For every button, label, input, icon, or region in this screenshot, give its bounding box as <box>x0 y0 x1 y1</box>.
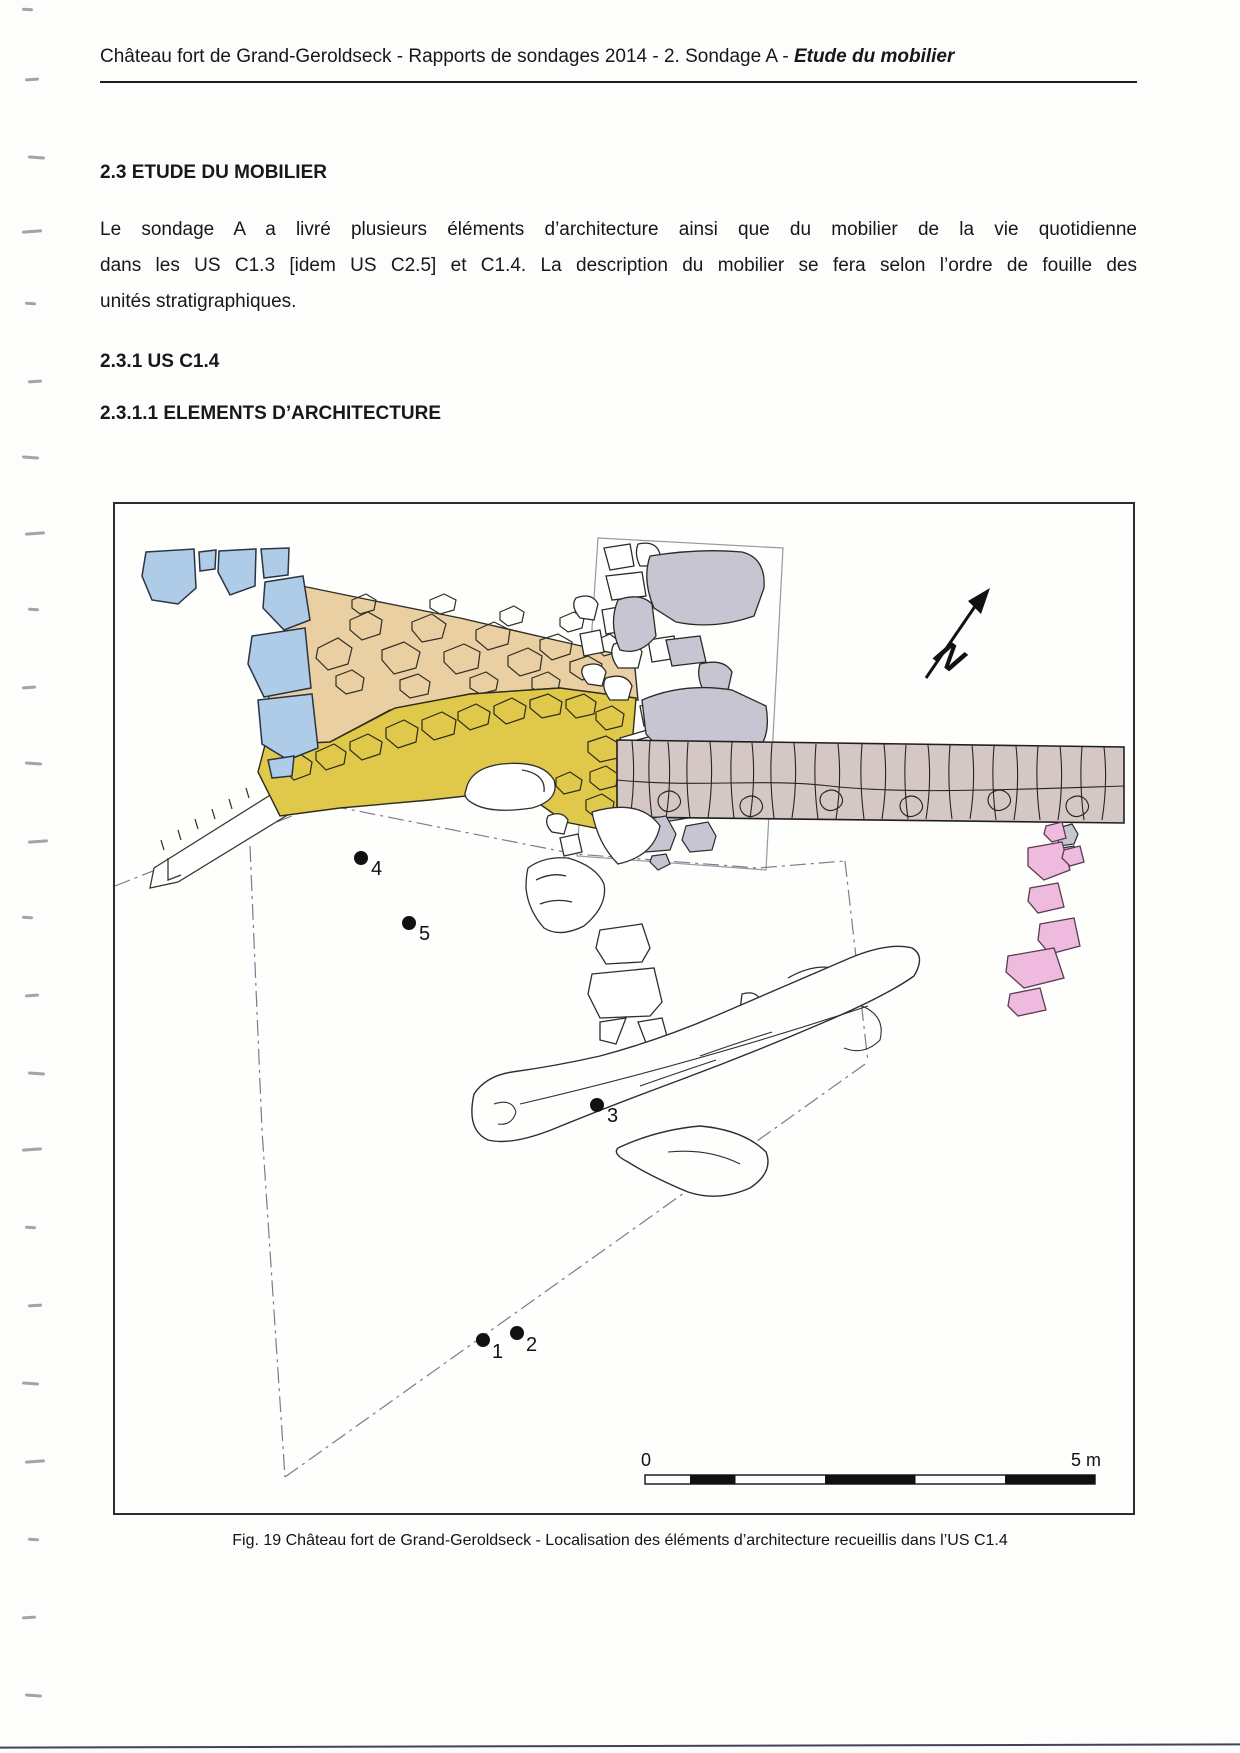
binding-mark <box>28 1071 45 1075</box>
point-label: 1 <box>492 1341 504 1363</box>
find-point <box>354 851 382 880</box>
point-dot <box>590 1098 604 1112</box>
archaeological-plan <box>115 504 1133 1513</box>
binding-mark <box>22 1616 36 1620</box>
binding-mark <box>25 761 42 765</box>
binding-mark <box>22 1147 42 1151</box>
binding-mark <box>28 155 45 159</box>
binding-mark <box>25 1693 42 1697</box>
header-emphasis: Etude du mobilier <box>793 46 955 67</box>
point-label: 2 <box>526 1334 538 1356</box>
page-header <box>100 46 1137 83</box>
paragraph-line: Le sondage A a livré plusieurs éléments d’architecture ainsi que du mobilier de la vie quotidienne <box>100 219 1137 240</box>
blue-stones <box>142 548 318 778</box>
header-text: Château fort de Grand-Geroldseck - Rapports de sondages 2014 - 2. Sondage A - <box>100 46 794 67</box>
bedrock-outcrop <box>472 946 920 1196</box>
paragraph-line: dans les US C1.3 [idem US C2.5] et C1.4. La description du mobilier se fera selon l’ordre de fouille des <box>100 255 1137 276</box>
heading-2-3-1-1: 2.3.1.1 ELEMENTS D’ARCHITECTURE <box>100 403 441 424</box>
scale-zero-label: 0 <box>640 1450 652 1470</box>
binding-mark <box>25 1459 45 1463</box>
find-point <box>510 1326 537 1356</box>
binding-mark <box>28 380 42 384</box>
heading-2-3-1: 2.3.1 US C1.4 <box>100 351 220 372</box>
point-dot <box>476 1333 490 1347</box>
paragraph-line: unités stratigraphiques. <box>100 291 297 312</box>
binding-mark <box>28 608 39 612</box>
binding-mark <box>22 229 42 233</box>
fallen-stones <box>636 816 1078 870</box>
binding-mark <box>25 302 36 306</box>
pink-stones <box>1006 822 1084 1016</box>
figure-caption: Fig. 19 Château fort de Grand-Geroldseck - Localisation des éléments d’architecture recueillis dans l’US C1.4 <box>232 1532 1008 1549</box>
find-point <box>402 916 430 945</box>
figure-plan-box <box>113 502 1135 1515</box>
point-label: 5 <box>419 923 431 945</box>
binding-mark <box>22 8 33 12</box>
point-label: 3 <box>607 1105 619 1127</box>
binding-mark <box>25 531 45 535</box>
heading-2-3: 2.3 ETUDE DU MOBILIER <box>100 162 327 183</box>
point-dot <box>354 851 368 865</box>
binding-mark <box>28 1538 39 1542</box>
binding-mark <box>25 1226 36 1230</box>
binding-mark <box>28 1304 42 1308</box>
binding-mark <box>25 78 39 82</box>
north-arrow <box>926 588 990 681</box>
body-paragraph <box>100 212 1137 320</box>
binding-mark <box>22 1381 39 1385</box>
binding-mark <box>25 994 39 998</box>
point-dot <box>402 916 416 930</box>
scale-bar <box>641 1450 1101 1484</box>
binding-mark <box>22 916 33 920</box>
north-label: N <box>927 631 973 681</box>
find-point <box>476 1333 503 1363</box>
binding-mark <box>22 455 39 459</box>
binding-mark <box>28 839 48 843</box>
binding-mark <box>22 686 36 690</box>
point-dot <box>510 1326 524 1340</box>
page-bottom-scan-edge <box>0 1743 1240 1748</box>
scale-max-label: 5 m <box>1070 1450 1102 1470</box>
point-label: 4 <box>371 858 383 880</box>
